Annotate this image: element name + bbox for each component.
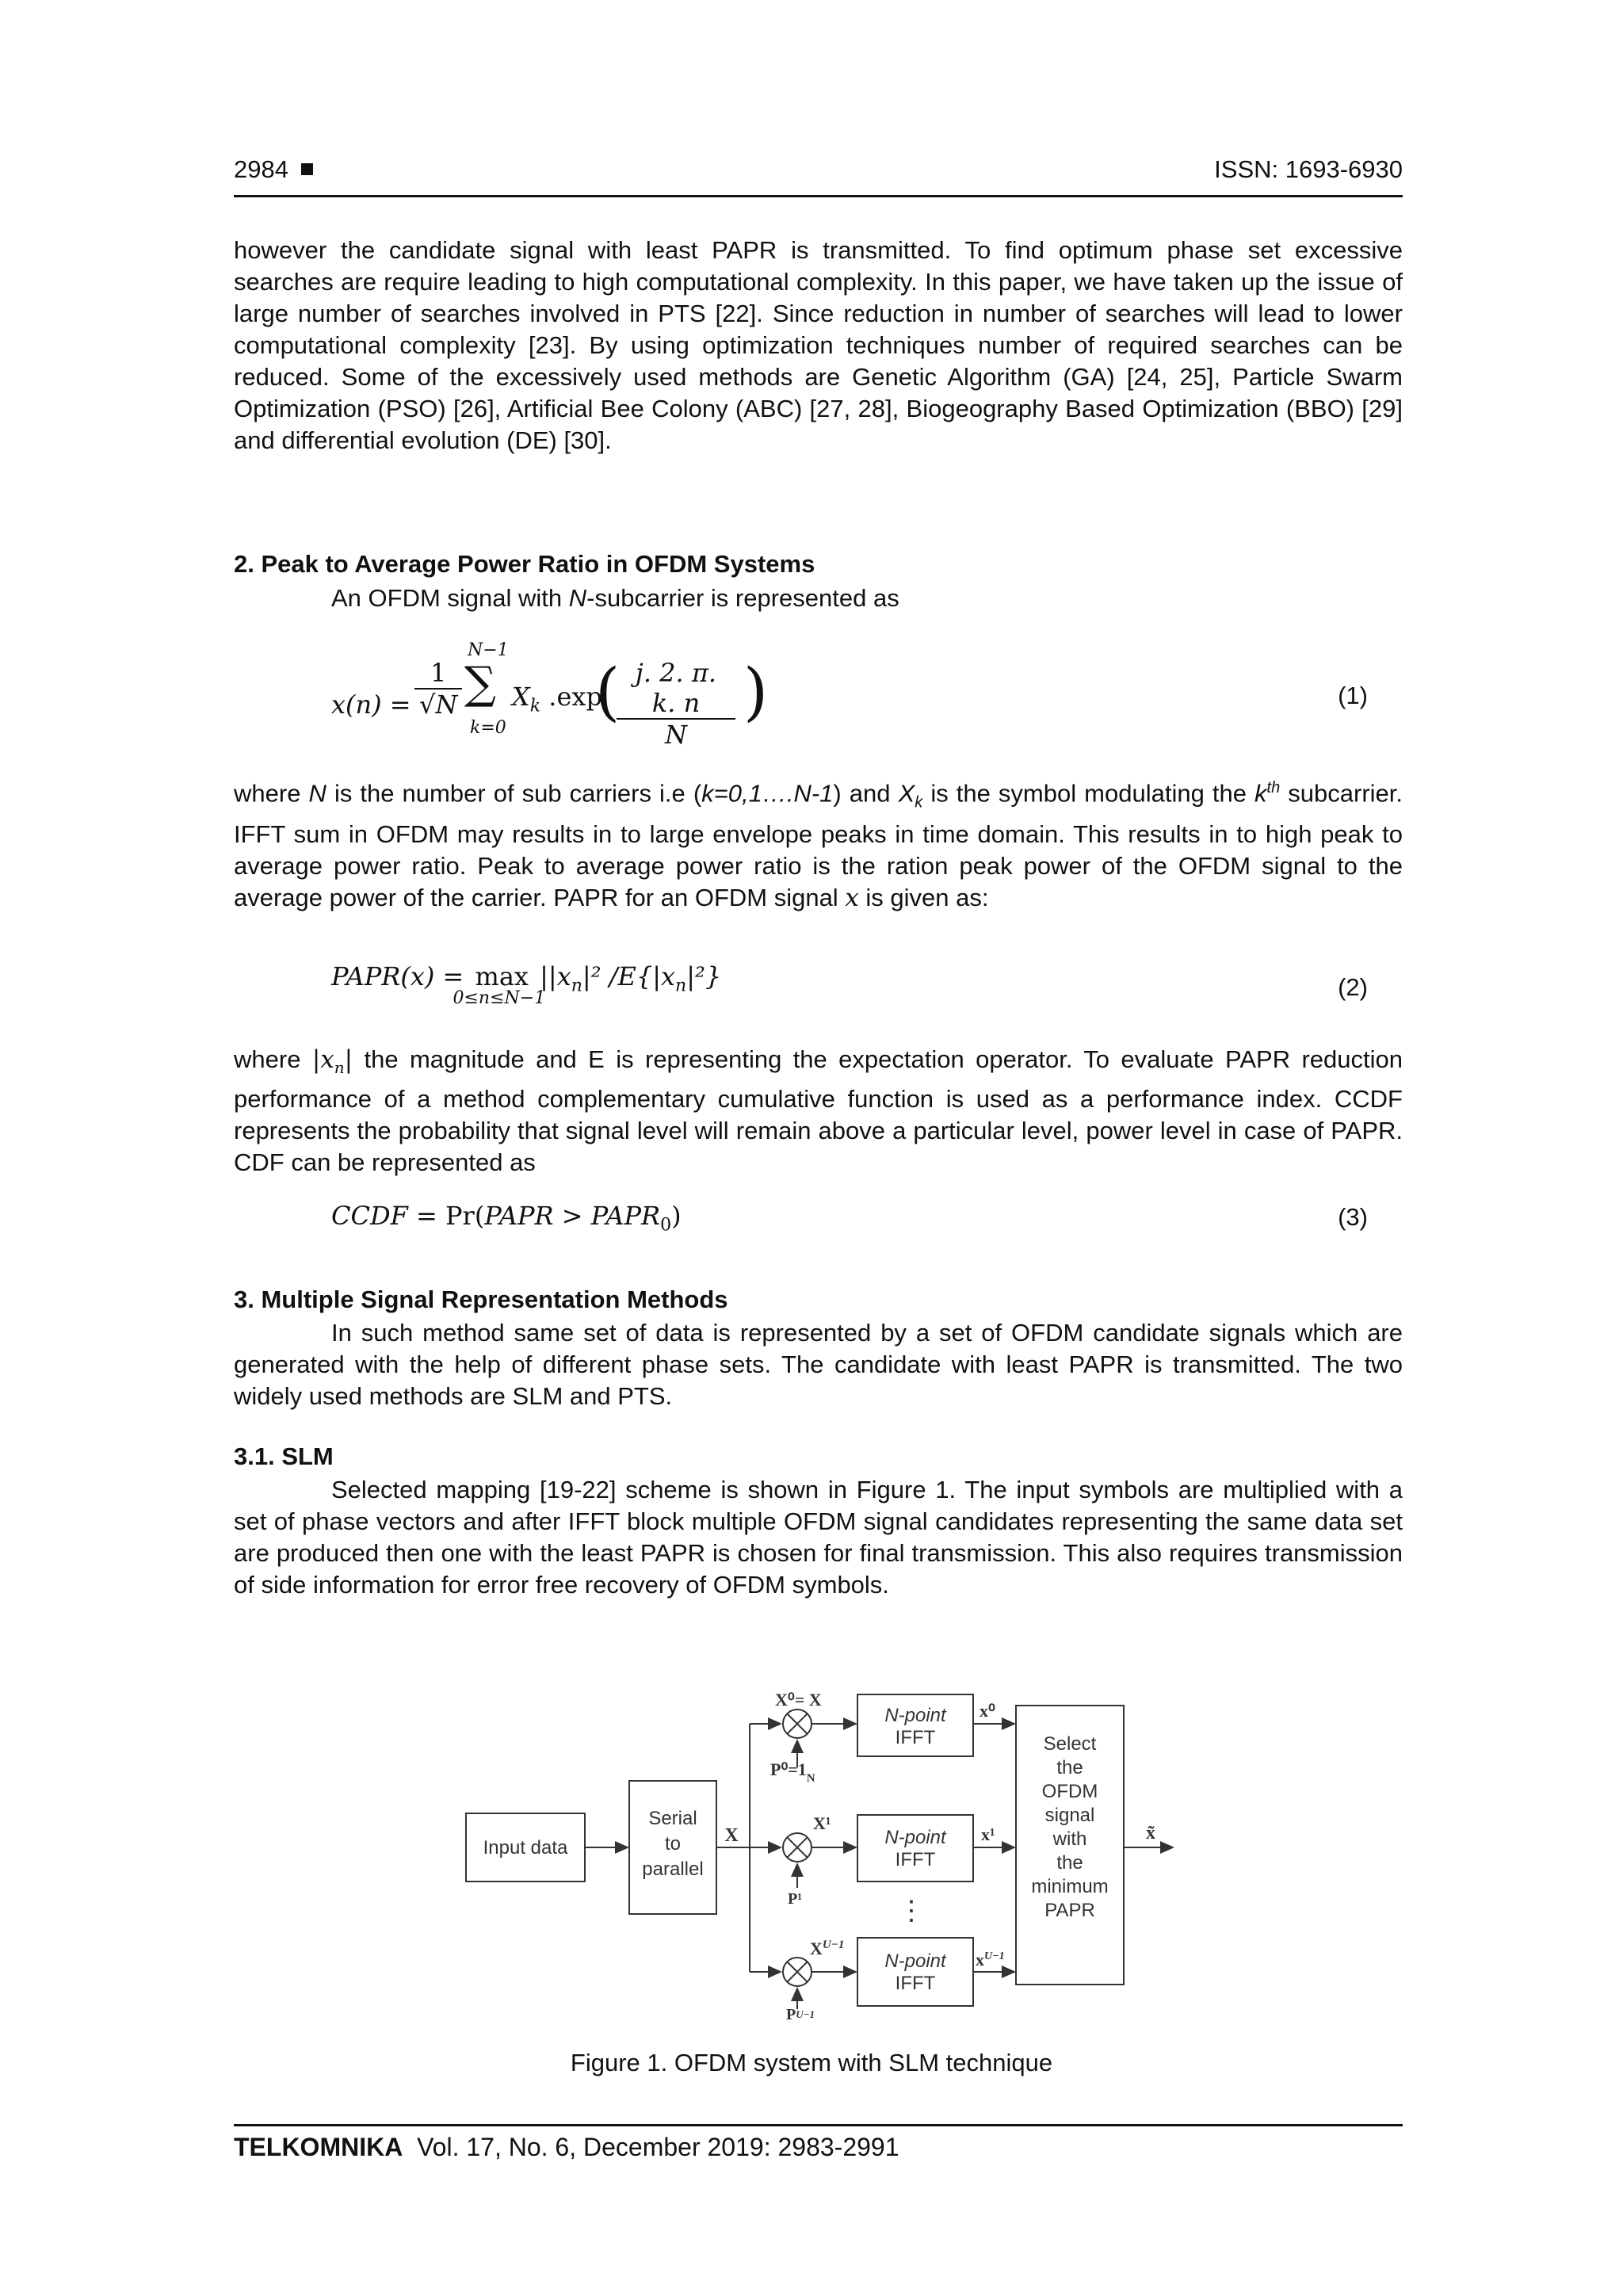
section-3-1-paragraph: Selected mapping [19-22] scheme is shown in Figure 1. The input symbols are multiplied with a set of phase vectors and after IFFT block multiple OFDM signal candidates representing the same data set are produced then one with the least PAPR is chosen for final transmission. This also requires transmission of side information for error free recovery of OFDM symbols. [234, 1476, 1403, 1599]
intro-paragraph: however the candidate signal with least PAPR is transmitted. To find optimum phase set excessive searches are require leading to high computational complexity. In this paper, we have taken up the issue of large number of searches involved in PTS [22]. Since reduction in number of searches will lead to lower computational complexity [23]. By using optimization techniques number of required searches can be reduced. Some of the excessively used methods are Genetic Algorithm (GA) [24, 25], Particle Swarm Optimization (PSO) [26], Artificial Bee Colony (ABC) [27, 28], Biogeography Based Optimization (BBO) [29] and differential evolution (DE) [30]. [234, 236, 1403, 454]
select-label-8: PAPR [1044, 1900, 1095, 1921]
select-label-1: Select [1043, 1733, 1097, 1755]
ifft-block-1 [857, 1815, 973, 1881]
eq1-inner-fraction: j. 2. π. k. n N [617, 658, 735, 750]
serial-label-3: parallel [642, 1859, 704, 1880]
figure-1-caption: Figure 1. OFDM system with SLM technique [570, 2049, 1053, 2076]
outu-label: $x^{U-1}$ [976, 1950, 1005, 1969]
ifftu-label-1: N-point [884, 1950, 946, 1972]
ifft0-label-2: IFFT [895, 1727, 936, 1748]
section-3-heading: 3. Multiple Signal Representation Methods [234, 1286, 728, 1313]
section-2-paragraph-2: where N is the number of sub carriers i.e (k=0,1….N-1) and $X_k$ is the symbol modulating the $k^{th}$ subcarrier. IFFT sum in OFDM may results in to large envelope peaks in time domain. This results in to high peak to average power ratio. Peak to average power ratio is the ration peak power of the OFDM signal to the average power of the carrier. PAPR for an OFDM signal x is given as: [234, 779, 1403, 912]
select-label-3: OFDM [1041, 1781, 1098, 1802]
eq1-term: $X_k$ .exp [512, 682, 602, 716]
journal-name: TELKOMNIKA [234, 2133, 403, 2161]
equation-1-number: (1) [1338, 682, 1368, 709]
equation-3: CCDF = Pr(PAPR > $PAPR_0$) [331, 1201, 682, 1236]
section-2-paragraph-3: where $|x_n|$ the magnitude and E is representing the expectation operator. To evaluate PAPR reduction performance of a method complementary cumulative function is used as a performance index. CCDF represents the probability that signal level will remain above a particular level, power level in case of PAPR. CDF can be represented as [234, 1045, 1403, 1177]
ifft1-label-2: IFFT [895, 1849, 936, 1870]
vertical-dots: ⋮ [898, 1896, 925, 1926]
page-footer [234, 2124, 1403, 2162]
input-data-label: Input data [483, 1837, 568, 1859]
pu-label: PU−1 [786, 2006, 815, 2021]
x0-label: X⁰= X [775, 1690, 822, 1710]
section-2-heading: 2. Peak to Average Power Ratio in OFDM Systems [234, 550, 815, 578]
equation-1: x(n) = $\frac{1}{√N}$ N−1 ∑ k=0 $X_k$ .exp ( j. 2. π. k. n N ) [331, 640, 769, 750]
square-bullet-icon [301, 163, 313, 175]
page-header [234, 155, 1403, 197]
ifft1-label-1: N-point [884, 1827, 946, 1848]
p0-label: $P^0=1_N$ [770, 1759, 815, 1785]
journal-details: Vol. 17, No. 6, December 2019: 2983-2991 [417, 2133, 899, 2161]
x1-label: X¹ [813, 1813, 831, 1833]
eq1-fraction: $\frac{1}{√N}$ [414, 658, 462, 720]
output-label: x̃ [1146, 1823, 1155, 1843]
section-3-paragraph: In such method same set of data is represented by a set of OFDM candidate signals which are generated with the help of different phase sets. The candidate with least PAPR is transmitted. The two widely used methods are SLM and PTS. [234, 1319, 1403, 1410]
equation-2-number: (2) [1338, 973, 1368, 1001]
select-label-5: with [1052, 1828, 1087, 1850]
serial-label-1: Serial [648, 1808, 697, 1829]
ifft0-label-1: N-point [884, 1705, 946, 1726]
x-label: X [724, 1825, 739, 1846]
out1-label: x¹ [981, 1824, 995, 1844]
serial-label-2: to [664, 1833, 682, 1855]
equation-2: PAPR(x) = max 0≤n≤N−1 $||x_n|^2$ $/E\{|x_n|^2\}$ [331, 961, 722, 1008]
xu-label: $X^{U-1}$ [810, 1939, 845, 1958]
equation-3-number: (3) [1338, 1203, 1368, 1231]
p1-label: P¹ [788, 1890, 803, 1908]
out0-label: x⁰ [980, 1701, 995, 1721]
page-number: 2984 [234, 155, 313, 184]
ifft-block-u [857, 1938, 973, 2006]
section-3-1-heading: 3.1. SLM [234, 1442, 334, 1470]
section-2-intro: An OFDM signal with N-subcarrier is represented as [331, 584, 899, 612]
select-label-4: signal [1044, 1805, 1095, 1826]
issn: ISSN: 1693-6930 [1214, 155, 1403, 183]
figure-1-diagram [444, 1688, 1205, 2021]
ifftu-label-2: IFFT [895, 1973, 936, 1994]
select-label-2: the [1056, 1757, 1083, 1778]
select-label-7: minimum [1031, 1876, 1109, 1897]
select-label-6: the [1056, 1852, 1083, 1874]
